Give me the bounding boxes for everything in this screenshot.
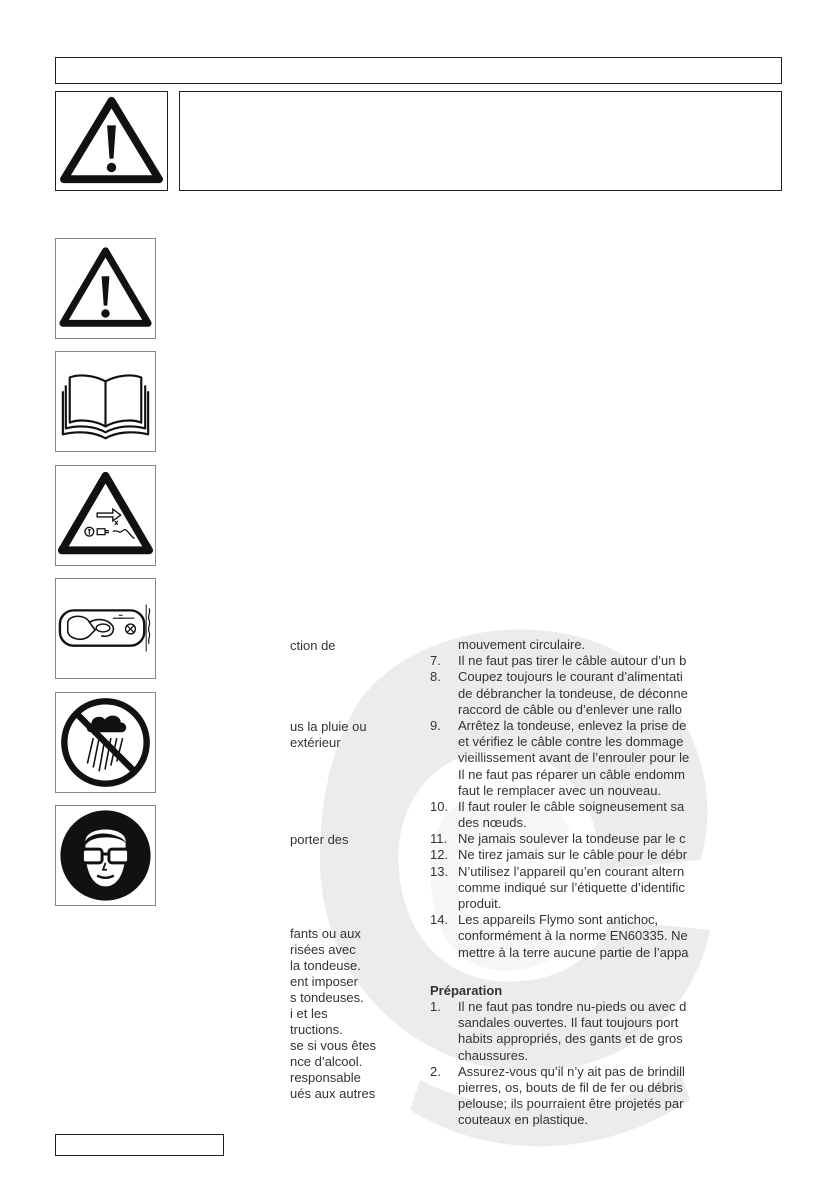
symbol-no-rain xyxy=(55,692,156,793)
list-item-13 xyxy=(430,864,730,913)
left-fragment: tructions. xyxy=(290,1022,343,1037)
item-number: 8. xyxy=(430,669,441,685)
item-line: Assurez-vous qu’il n’y ait pas de brindill xyxy=(458,1063,685,1079)
item-number: 9. xyxy=(430,717,441,733)
item-line: raccord de câble ou d’enlever une rallo xyxy=(458,701,683,717)
left-fragment: us la pluie ou xyxy=(290,719,367,734)
left-fragment: porter des xyxy=(290,832,349,847)
item-line: vieillissement avant de l’enrouler pour le xyxy=(458,750,690,766)
warning-triangle-icon xyxy=(56,92,167,190)
left-fragment: nce d’alcool. xyxy=(290,1054,363,1069)
prep-item-1 xyxy=(430,999,730,1064)
item-line: de débrancher la tondeuse, de déconne xyxy=(458,685,688,701)
left-fragment: responsable xyxy=(290,1070,361,1085)
left-fragment: s tondeuses. xyxy=(290,990,364,1005)
item-line: des nœuds. xyxy=(458,815,527,831)
right-column-text xyxy=(430,637,730,1128)
left-fragment: ent imposer xyxy=(290,974,358,989)
left-fragment: risées avec xyxy=(290,942,356,957)
symbol-read-manual xyxy=(55,351,156,452)
left-fragment: i et les xyxy=(290,1006,328,1021)
item-line: Les appareils Flymo sont antichoc, xyxy=(458,912,659,928)
symbol-disconnect-plug xyxy=(55,465,156,566)
item-number: 7. xyxy=(430,653,441,669)
symbol-eye-protection xyxy=(55,805,156,906)
list-item-11 xyxy=(430,831,730,847)
item-line: couteaux en plastique. xyxy=(458,1112,589,1128)
item-line: Il ne faut pas tirer le câble autour d’un b xyxy=(458,653,687,669)
left-fragment: ués aux autres xyxy=(290,1086,376,1101)
list-item-7 xyxy=(430,653,730,669)
item-line: faut le remplacer avec un nouveau. xyxy=(458,782,662,798)
item-line: Il faut rouler le câble soigneusement sa xyxy=(458,798,685,814)
item-number: 14. xyxy=(430,912,449,928)
continuation-line: mouvement circulaire. xyxy=(458,637,586,652)
section-heading: Préparation xyxy=(430,982,503,998)
item-number: 2. xyxy=(430,1063,441,1079)
left-fragment: ction de xyxy=(290,638,336,653)
item-line: Arrêtez la tondeuse, enlevez la prise de xyxy=(458,717,687,733)
no-rain-icon xyxy=(56,693,155,792)
item-number: 11. xyxy=(430,831,448,847)
plug-warning-icon xyxy=(56,466,155,565)
item-number: 12. xyxy=(430,847,449,863)
footer-box xyxy=(55,1134,224,1156)
item-line: sandales ouvertes. Il faut toujours port xyxy=(458,1015,679,1031)
left-fragment: la tondeuse. xyxy=(290,958,361,973)
item-line: comme indiqué sur l’étiquette d’identific xyxy=(458,879,685,895)
eye-protection-icon xyxy=(56,806,155,905)
item-line: chaussures. xyxy=(458,1047,529,1063)
item-line: habits appropriés, des gants et de gros xyxy=(458,1031,683,1047)
item-line: Ne tirez jamais sur le câble pour le débr xyxy=(458,847,688,863)
warning-box-icon xyxy=(55,91,168,191)
symbol-cable-pictogram xyxy=(55,578,156,679)
item-line: mettre à la terre aucune partie de l’appa xyxy=(458,944,689,960)
item-line: pelouse; ils pourraient être projetés par xyxy=(458,1096,684,1112)
left-fragment: fants ou aux xyxy=(290,926,361,941)
item-number: 1. xyxy=(430,998,441,1014)
item-line: Il ne faut pas réparer un câble endomm xyxy=(458,766,685,782)
prep-item-2 xyxy=(430,1064,730,1129)
item-line: Coupez toujours le courant d’alimentati xyxy=(458,669,683,685)
warning-triangle-icon xyxy=(56,239,155,338)
open-book-icon xyxy=(56,352,155,451)
item-line: N’utilisez l’appareil qu’en courant altern xyxy=(458,863,685,879)
symbol-warning xyxy=(55,238,156,339)
list-item-12 xyxy=(430,847,730,863)
item-line: conformément à la norme EN60335. Ne xyxy=(458,928,688,944)
item-number: 10. xyxy=(430,798,449,814)
item-line: pierres, os, bouts de fil de fer ou débris xyxy=(458,1079,683,1095)
header-box xyxy=(55,57,782,84)
item-line: Il ne faut pas tondre nu-pieds ou avec d xyxy=(458,998,687,1014)
cable-mower-pictogram-icon xyxy=(56,579,155,678)
left-fragment: extérieur xyxy=(290,735,341,750)
list-item-8 xyxy=(430,669,730,718)
list-item-14 xyxy=(430,912,730,961)
item-line: et vérifiez le câble contre les dommage xyxy=(458,734,684,750)
list-item-9 xyxy=(430,718,730,799)
item-line: Ne jamais soulever la tondeuse par le c xyxy=(458,831,686,847)
list-item-10 xyxy=(430,799,730,831)
warning-text-box xyxy=(179,91,782,191)
item-line: produit. xyxy=(458,896,502,912)
item-number: 13. xyxy=(430,863,449,879)
left-fragment: se si vous êtes xyxy=(290,1038,376,1053)
